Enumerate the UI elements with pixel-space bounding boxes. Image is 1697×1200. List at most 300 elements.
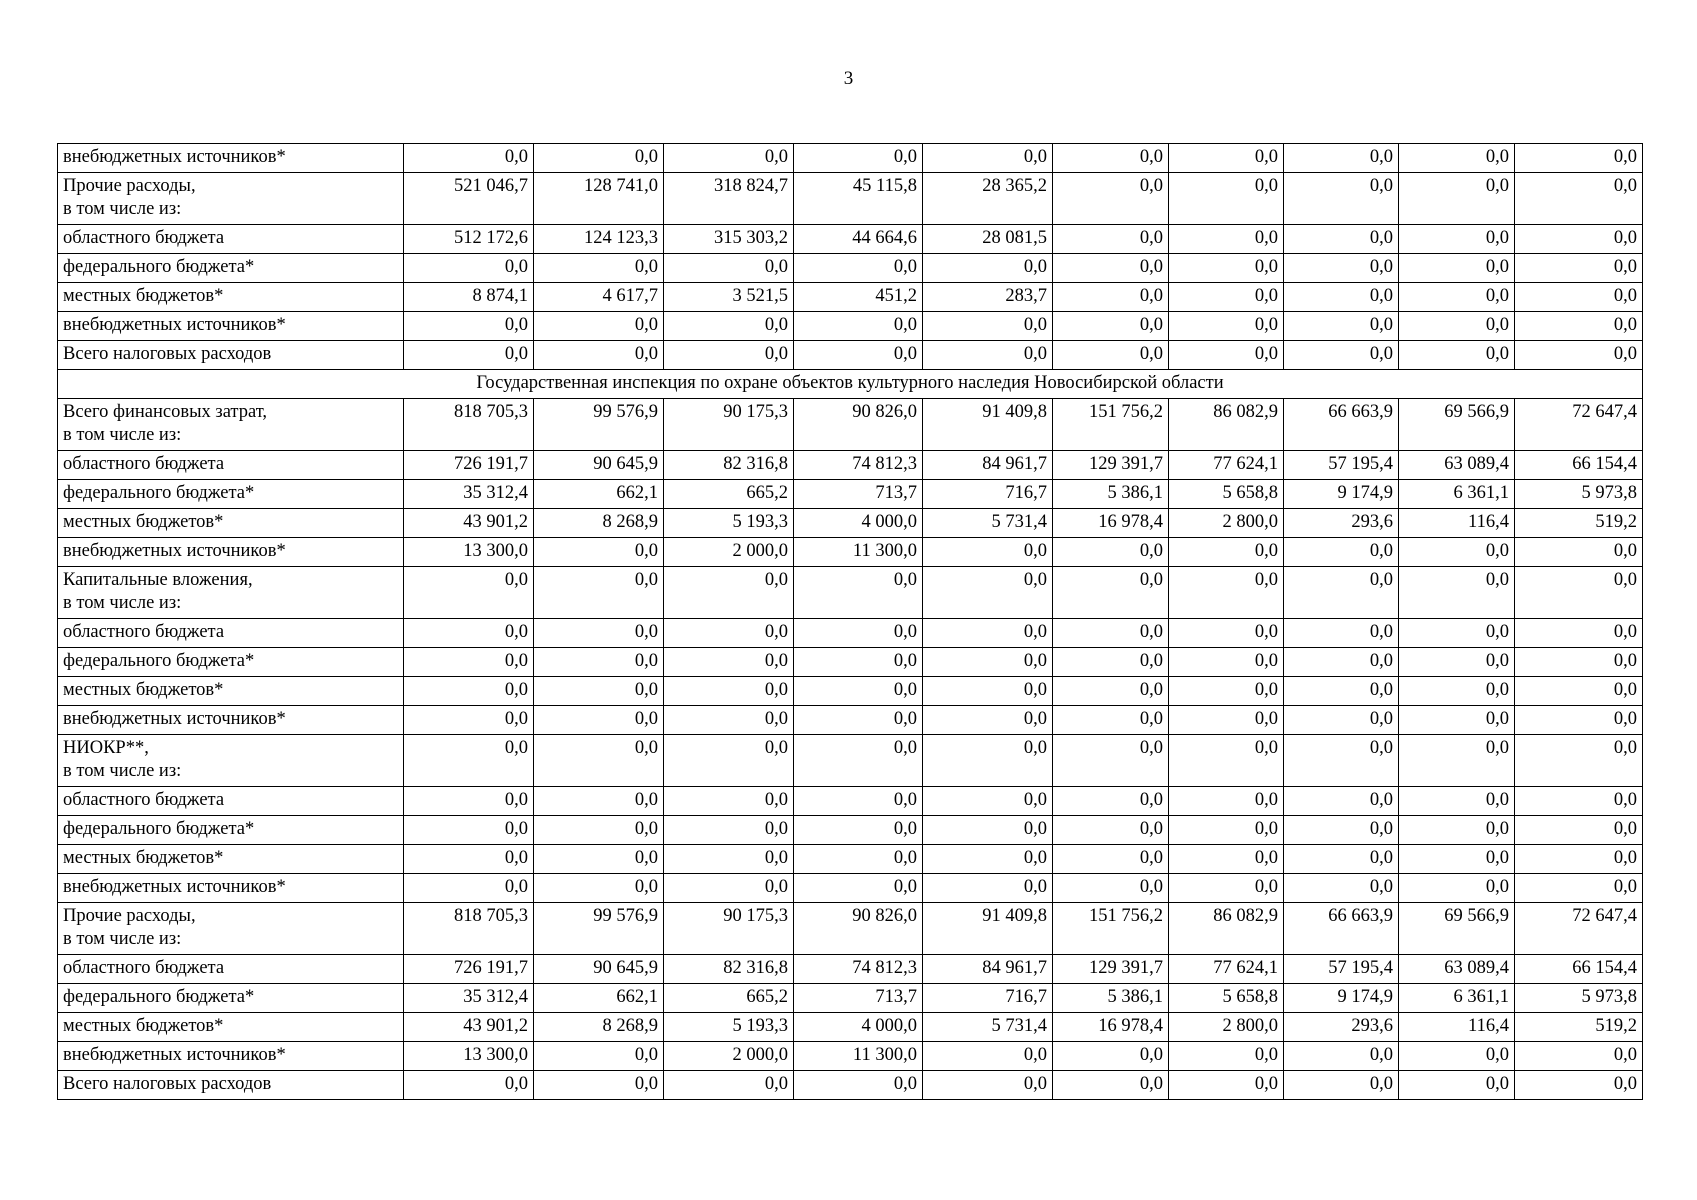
value-cell: 0,0 <box>1053 1071 1169 1100</box>
budget-table-body <box>58 144 1643 1100</box>
value-cell: 0,0 <box>1169 648 1284 677</box>
value-cell: 0,0 <box>534 254 664 283</box>
value-cell: 8 268,9 <box>534 509 664 538</box>
value-cell: 0,0 <box>1169 845 1284 874</box>
value-cell: 0,0 <box>1399 173 1515 225</box>
value-cell: 11 300,0 <box>794 1042 923 1071</box>
value-cell: 9 174,9 <box>1284 480 1399 509</box>
value-cell: 0,0 <box>794 677 923 706</box>
value-cell: 0,0 <box>1515 706 1643 735</box>
value-cell: 57 195,4 <box>1284 955 1399 984</box>
value-cell: 0,0 <box>664 787 794 816</box>
value-cell: 0,0 <box>1284 173 1399 225</box>
value-cell: 726 191,7 <box>404 451 534 480</box>
value-cell: 0,0 <box>1169 254 1284 283</box>
value-cell: 0,0 <box>1515 816 1643 845</box>
value-cell: 16 978,4 <box>1053 509 1169 538</box>
table-row <box>58 283 1643 312</box>
value-cell: 0,0 <box>1284 816 1399 845</box>
value-cell: 726 191,7 <box>404 955 534 984</box>
value-cell: 0,0 <box>664 816 794 845</box>
value-cell: 0,0 <box>1169 787 1284 816</box>
row-label: областного бюджета <box>58 225 404 254</box>
value-cell: 0,0 <box>1399 312 1515 341</box>
value-cell: 0,0 <box>1053 816 1169 845</box>
value-cell: 0,0 <box>534 648 664 677</box>
value-cell: 86 082,9 <box>1169 903 1284 955</box>
value-cell: 0,0 <box>404 144 534 173</box>
value-cell: 0,0 <box>404 567 534 619</box>
value-cell: 0,0 <box>1053 735 1169 787</box>
value-cell: 5 193,3 <box>664 1013 794 1042</box>
value-cell: 0,0 <box>1169 677 1284 706</box>
value-cell: 0,0 <box>1169 1071 1284 1100</box>
value-cell: 0,0 <box>1399 144 1515 173</box>
value-cell: 43 901,2 <box>404 1013 534 1042</box>
row-label: местных бюджетов* <box>58 677 404 706</box>
budget-table <box>57 143 1643 1100</box>
value-cell: 6 361,1 <box>1399 984 1515 1013</box>
value-cell: 293,6 <box>1284 1013 1399 1042</box>
value-cell: 0,0 <box>1515 619 1643 648</box>
value-cell: 4 000,0 <box>794 509 923 538</box>
value-cell: 0,0 <box>664 144 794 173</box>
value-cell: 66 663,9 <box>1284 399 1399 451</box>
value-cell: 0,0 <box>1169 816 1284 845</box>
row-label: Прочие расходы, в том числе из: <box>58 903 404 955</box>
value-cell: 0,0 <box>1053 706 1169 735</box>
value-cell: 82 316,8 <box>664 955 794 984</box>
value-cell: 0,0 <box>664 567 794 619</box>
table-row <box>58 648 1643 677</box>
value-cell: 0,0 <box>404 677 534 706</box>
value-cell: 0,0 <box>923 874 1053 903</box>
value-cell: 5 658,8 <box>1169 984 1284 1013</box>
value-cell: 0,0 <box>1399 1042 1515 1071</box>
value-cell: 662,1 <box>534 480 664 509</box>
value-cell: 0,0 <box>1053 874 1169 903</box>
value-cell: 0,0 <box>1053 538 1169 567</box>
value-cell: 6 361,1 <box>1399 480 1515 509</box>
value-cell: 0,0 <box>1053 225 1169 254</box>
value-cell: 0,0 <box>664 1071 794 1100</box>
value-cell: 128 741,0 <box>534 173 664 225</box>
value-cell: 0,0 <box>1515 225 1643 254</box>
value-cell: 72 647,4 <box>1515 399 1643 451</box>
value-cell: 0,0 <box>1169 283 1284 312</box>
section-title: Государственная инспекция по охране объектов культурного наследия Новосибирской области <box>58 370 1643 399</box>
row-label: местных бюджетов* <box>58 1013 404 1042</box>
value-cell: 0,0 <box>664 677 794 706</box>
value-cell: 116,4 <box>1399 1013 1515 1042</box>
value-cell: 72 647,4 <box>1515 903 1643 955</box>
value-cell: 0,0 <box>1169 538 1284 567</box>
value-cell: 0,0 <box>1284 787 1399 816</box>
value-cell: 99 576,9 <box>534 399 664 451</box>
value-cell: 293,6 <box>1284 509 1399 538</box>
table-row <box>58 341 1643 370</box>
value-cell: 2 000,0 <box>664 1042 794 1071</box>
value-cell: 0,0 <box>794 619 923 648</box>
value-cell: 0,0 <box>1053 648 1169 677</box>
value-cell: 0,0 <box>534 735 664 787</box>
value-cell: 0,0 <box>1284 538 1399 567</box>
value-cell: 0,0 <box>1399 254 1515 283</box>
value-cell: 0,0 <box>1284 567 1399 619</box>
value-cell: 0,0 <box>794 735 923 787</box>
value-cell: 0,0 <box>1284 312 1399 341</box>
row-label: федерального бюджета* <box>58 984 404 1013</box>
value-cell: 0,0 <box>1284 225 1399 254</box>
value-cell: 0,0 <box>1169 225 1284 254</box>
value-cell: 0,0 <box>1053 173 1169 225</box>
value-cell: 5 731,4 <box>923 509 1053 538</box>
value-cell: 0,0 <box>794 874 923 903</box>
value-cell: 0,0 <box>1053 845 1169 874</box>
value-cell: 0,0 <box>794 567 923 619</box>
value-cell: 91 409,8 <box>923 399 1053 451</box>
table-row <box>58 509 1643 538</box>
table-row <box>58 955 1643 984</box>
value-cell: 13 300,0 <box>404 1042 534 1071</box>
value-cell: 0,0 <box>1284 648 1399 677</box>
value-cell: 0,0 <box>794 845 923 874</box>
value-cell: 0,0 <box>1284 254 1399 283</box>
value-cell: 0,0 <box>1399 283 1515 312</box>
value-cell: 0,0 <box>923 1042 1053 1071</box>
value-cell: 0,0 <box>1169 312 1284 341</box>
value-cell: 0,0 <box>404 648 534 677</box>
value-cell: 0,0 <box>1053 567 1169 619</box>
value-cell: 0,0 <box>923 567 1053 619</box>
value-cell: 0,0 <box>1169 567 1284 619</box>
value-cell: 0,0 <box>794 254 923 283</box>
value-cell: 43 901,2 <box>404 509 534 538</box>
value-cell: 90 645,9 <box>534 955 664 984</box>
value-cell: 0,0 <box>1515 1042 1643 1071</box>
value-cell: 77 624,1 <box>1169 955 1284 984</box>
value-cell: 0,0 <box>1515 312 1643 341</box>
value-cell: 0,0 <box>534 144 664 173</box>
value-cell: 0,0 <box>1399 619 1515 648</box>
value-cell: 0,0 <box>664 648 794 677</box>
value-cell: 90 826,0 <box>794 399 923 451</box>
value-cell: 0,0 <box>1515 254 1643 283</box>
value-cell: 519,2 <box>1515 1013 1643 1042</box>
row-label: Всего финансовых затрат, в том числе из: <box>58 399 404 451</box>
table-row <box>58 1071 1643 1100</box>
value-cell: 521 046,7 <box>404 173 534 225</box>
row-label: внебюджетных источников* <box>58 706 404 735</box>
value-cell: 0,0 <box>664 874 794 903</box>
value-cell: 0,0 <box>794 706 923 735</box>
value-cell: 66 154,4 <box>1515 451 1643 480</box>
value-cell: 0,0 <box>794 787 923 816</box>
value-cell: 11 300,0 <box>794 538 923 567</box>
value-cell: 0,0 <box>664 706 794 735</box>
value-cell: 0,0 <box>534 874 664 903</box>
row-label: Капитальные вложения, в том числе из: <box>58 567 404 619</box>
value-cell: 0,0 <box>1284 706 1399 735</box>
value-cell: 5 731,4 <box>923 1013 1053 1042</box>
value-cell: 69 566,9 <box>1399 903 1515 955</box>
value-cell: 0,0 <box>664 619 794 648</box>
value-cell: 0,0 <box>404 1071 534 1100</box>
value-cell: 0,0 <box>1515 845 1643 874</box>
value-cell: 63 089,4 <box>1399 955 1515 984</box>
value-cell: 91 409,8 <box>923 903 1053 955</box>
value-cell: 0,0 <box>1399 567 1515 619</box>
value-cell: 716,7 <box>923 480 1053 509</box>
value-cell: 0,0 <box>404 341 534 370</box>
table-row <box>58 735 1643 787</box>
table-row <box>58 480 1643 509</box>
value-cell: 5 193,3 <box>664 509 794 538</box>
value-cell: 0,0 <box>794 144 923 173</box>
value-cell: 665,2 <box>664 984 794 1013</box>
value-cell: 0,0 <box>1169 1042 1284 1071</box>
value-cell: 0,0 <box>923 648 1053 677</box>
value-cell: 77 624,1 <box>1169 451 1284 480</box>
value-cell: 0,0 <box>404 735 534 787</box>
value-cell: 451,2 <box>794 283 923 312</box>
value-cell: 99 576,9 <box>534 903 664 955</box>
value-cell: 0,0 <box>534 816 664 845</box>
value-cell: 0,0 <box>923 312 1053 341</box>
value-cell: 0,0 <box>1284 283 1399 312</box>
value-cell: 0,0 <box>1515 144 1643 173</box>
table-row <box>58 677 1643 706</box>
value-cell: 0,0 <box>534 538 664 567</box>
value-cell: 0,0 <box>1284 874 1399 903</box>
row-label: областного бюджета <box>58 955 404 984</box>
value-cell: 318 824,7 <box>664 173 794 225</box>
value-cell: 0,0 <box>1399 816 1515 845</box>
value-cell: 0,0 <box>1515 173 1643 225</box>
table-row <box>58 903 1643 955</box>
value-cell: 0,0 <box>1399 648 1515 677</box>
table-row <box>58 984 1643 1013</box>
value-cell: 0,0 <box>534 619 664 648</box>
value-cell: 16 978,4 <box>1053 1013 1169 1042</box>
value-cell: 0,0 <box>1399 787 1515 816</box>
value-cell: 662,1 <box>534 984 664 1013</box>
value-cell: 0,0 <box>923 619 1053 648</box>
value-cell: 512 172,6 <box>404 225 534 254</box>
value-cell: 0,0 <box>1053 677 1169 706</box>
value-cell: 74 812,3 <box>794 451 923 480</box>
value-cell: 0,0 <box>404 845 534 874</box>
row-label: Прочие расходы, в том числе из: <box>58 173 404 225</box>
value-cell: 0,0 <box>923 706 1053 735</box>
row-label: внебюджетных источников* <box>58 874 404 903</box>
value-cell: 129 391,7 <box>1053 451 1169 480</box>
table-row <box>58 144 1643 173</box>
value-cell: 0,0 <box>664 312 794 341</box>
row-label: федерального бюджета* <box>58 648 404 677</box>
value-cell: 0,0 <box>1399 735 1515 787</box>
value-cell: 0,0 <box>794 648 923 677</box>
value-cell: 151 756,2 <box>1053 399 1169 451</box>
value-cell: 665,2 <box>664 480 794 509</box>
value-cell: 0,0 <box>1284 341 1399 370</box>
row-label: внебюджетных источников* <box>58 1042 404 1071</box>
value-cell: 28 081,5 <box>923 225 1053 254</box>
section-header-row <box>58 370 1643 399</box>
value-cell: 315 303,2 <box>664 225 794 254</box>
value-cell: 0,0 <box>1169 144 1284 173</box>
value-cell: 0,0 <box>923 845 1053 874</box>
row-label: НИОКР**, в том числе из: <box>58 735 404 787</box>
table-row <box>58 254 1643 283</box>
table-row <box>58 567 1643 619</box>
row-label: местных бюджетов* <box>58 845 404 874</box>
value-cell: 0,0 <box>1515 283 1643 312</box>
value-cell: 84 961,7 <box>923 955 1053 984</box>
value-cell: 0,0 <box>1053 283 1169 312</box>
value-cell: 0,0 <box>794 341 923 370</box>
value-cell: 0,0 <box>1053 341 1169 370</box>
value-cell: 9 174,9 <box>1284 984 1399 1013</box>
table-row <box>58 619 1643 648</box>
value-cell: 35 312,4 <box>404 984 534 1013</box>
table-row <box>58 816 1643 845</box>
value-cell: 4 000,0 <box>794 1013 923 1042</box>
value-cell: 0,0 <box>404 787 534 816</box>
value-cell: 4 617,7 <box>534 283 664 312</box>
row-label: областного бюджета <box>58 619 404 648</box>
row-label: федерального бюджета* <box>58 816 404 845</box>
value-cell: 0,0 <box>1515 874 1643 903</box>
value-cell: 0,0 <box>923 341 1053 370</box>
value-cell: 0,0 <box>923 538 1053 567</box>
table-row <box>58 706 1643 735</box>
value-cell: 0,0 <box>1399 538 1515 567</box>
value-cell: 0,0 <box>1515 1071 1643 1100</box>
value-cell: 0,0 <box>1515 787 1643 816</box>
value-cell: 713,7 <box>794 480 923 509</box>
value-cell: 86 082,9 <box>1169 399 1284 451</box>
value-cell: 0,0 <box>664 254 794 283</box>
value-cell: 90 645,9 <box>534 451 664 480</box>
value-cell: 0,0 <box>923 1071 1053 1100</box>
value-cell: 0,0 <box>1169 341 1284 370</box>
row-label: областного бюджета <box>58 787 404 816</box>
value-cell: 90 175,3 <box>664 903 794 955</box>
table-row <box>58 225 1643 254</box>
value-cell: 90 175,3 <box>664 399 794 451</box>
value-cell: 0,0 <box>1284 619 1399 648</box>
value-cell: 0,0 <box>1169 619 1284 648</box>
value-cell: 0,0 <box>1284 735 1399 787</box>
value-cell: 90 826,0 <box>794 903 923 955</box>
value-cell: 0,0 <box>1399 845 1515 874</box>
value-cell: 82 316,8 <box>664 451 794 480</box>
value-cell: 0,0 <box>664 845 794 874</box>
value-cell: 519,2 <box>1515 509 1643 538</box>
value-cell: 2 800,0 <box>1169 1013 1284 1042</box>
value-cell: 0,0 <box>534 845 664 874</box>
value-cell: 129 391,7 <box>1053 955 1169 984</box>
value-cell: 0,0 <box>664 735 794 787</box>
value-cell: 0,0 <box>1515 648 1643 677</box>
row-label: местных бюджетов* <box>58 509 404 538</box>
value-cell: 0,0 <box>1284 144 1399 173</box>
table-row <box>58 173 1643 225</box>
value-cell: 0,0 <box>534 312 664 341</box>
value-cell: 0,0 <box>1053 312 1169 341</box>
value-cell: 0,0 <box>1169 874 1284 903</box>
table-row <box>58 538 1643 567</box>
value-cell: 57 195,4 <box>1284 451 1399 480</box>
row-label: федерального бюджета* <box>58 480 404 509</box>
table-row <box>58 1013 1643 1042</box>
value-cell: 0,0 <box>923 677 1053 706</box>
value-cell: 35 312,4 <box>404 480 534 509</box>
value-cell: 0,0 <box>794 816 923 845</box>
value-cell: 28 365,2 <box>923 173 1053 225</box>
value-cell: 0,0 <box>794 1071 923 1100</box>
value-cell: 0,0 <box>1053 254 1169 283</box>
value-cell: 0,0 <box>923 787 1053 816</box>
value-cell: 0,0 <box>1284 1071 1399 1100</box>
value-cell: 5 658,8 <box>1169 480 1284 509</box>
row-label: внебюджетных источников* <box>58 312 404 341</box>
value-cell: 44 664,6 <box>794 225 923 254</box>
value-cell: 0,0 <box>664 341 794 370</box>
value-cell: 0,0 <box>1053 1042 1169 1071</box>
value-cell: 0,0 <box>1169 735 1284 787</box>
value-cell: 818 705,3 <box>404 399 534 451</box>
value-cell: 45 115,8 <box>794 173 923 225</box>
value-cell: 0,0 <box>923 735 1053 787</box>
value-cell: 0,0 <box>1399 706 1515 735</box>
page-number: 3 <box>843 68 854 89</box>
table-row <box>58 312 1643 341</box>
value-cell: 0,0 <box>404 312 534 341</box>
value-cell: 0,0 <box>1515 677 1643 706</box>
value-cell: 0,0 <box>534 1071 664 1100</box>
value-cell: 8 268,9 <box>534 1013 664 1042</box>
value-cell: 0,0 <box>1169 706 1284 735</box>
value-cell: 0,0 <box>1515 567 1643 619</box>
table-row <box>58 787 1643 816</box>
value-cell: 151 756,2 <box>1053 903 1169 955</box>
row-label: Всего налоговых расходов <box>58 341 404 370</box>
value-cell: 74 812,3 <box>794 955 923 984</box>
value-cell: 0,0 <box>1399 341 1515 370</box>
value-cell: 0,0 <box>404 619 534 648</box>
value-cell: 5 973,8 <box>1515 480 1643 509</box>
value-cell: 5 386,1 <box>1053 984 1169 1013</box>
value-cell: 716,7 <box>923 984 1053 1013</box>
table-row <box>58 1042 1643 1071</box>
value-cell: 0,0 <box>1399 677 1515 706</box>
row-label: федерального бюджета* <box>58 254 404 283</box>
value-cell: 63 089,4 <box>1399 451 1515 480</box>
value-cell: 0,0 <box>404 874 534 903</box>
value-cell: 0,0 <box>923 816 1053 845</box>
value-cell: 2 800,0 <box>1169 509 1284 538</box>
value-cell: 0,0 <box>404 816 534 845</box>
value-cell: 0,0 <box>1284 1042 1399 1071</box>
row-label: Всего налоговых расходов <box>58 1071 404 1100</box>
value-cell: 0,0 <box>534 787 664 816</box>
table-row <box>58 874 1643 903</box>
table-row <box>58 399 1643 451</box>
value-cell: 0,0 <box>923 144 1053 173</box>
value-cell: 0,0 <box>1515 538 1643 567</box>
